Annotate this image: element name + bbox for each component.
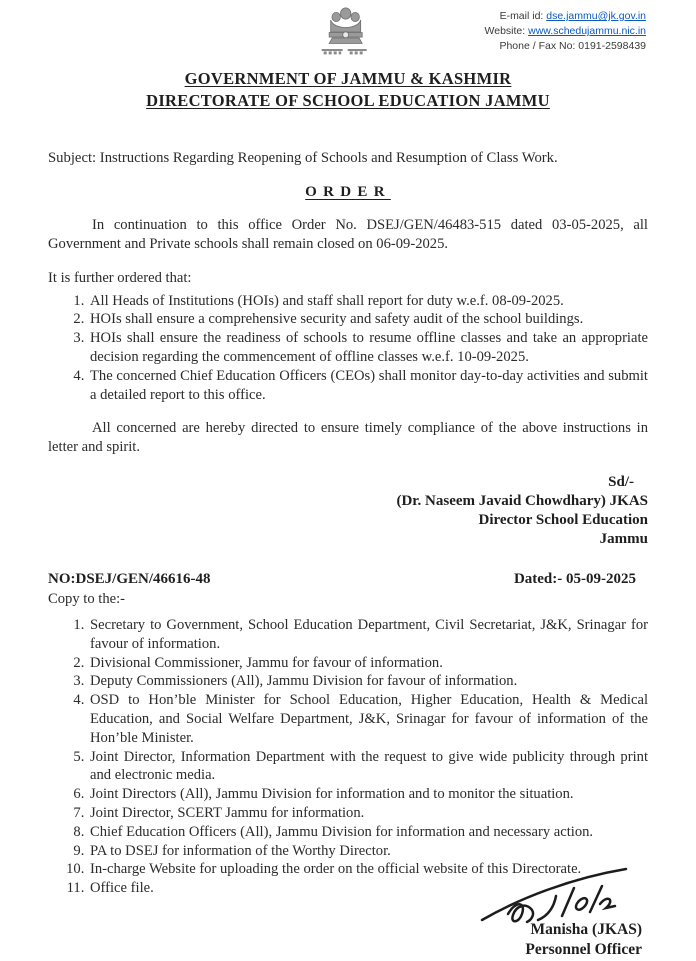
order-item: 4. The concerned Chief Education Officers (CEOs) shall monitor day-to-day activities and submit a detailed report to this office.	[88, 367, 648, 405]
subject-line: Subject: Instructions Regarding Reopening of Schools and Resumption of Class Work.	[48, 150, 558, 166]
org-title-line2: DIRECTORATE OF SCHOOL EDUCATION JAMMU	[146, 91, 550, 110]
copy-item: 3. Deputy Commissioners (All), Jammu Division for favour of information.	[88, 672, 648, 691]
copy-item: 4. OSD to Hon’ble Minister for School Education, Higher Education, Health & Medical Education, and Social Welfare Department, J&K, Srinagar for favour of information of the Hon’ble Minister.	[88, 691, 648, 747]
national-emblem-icon	[317, 5, 375, 64]
handwritten-signature	[48, 866, 648, 924]
copy-to-list	[48, 616, 648, 898]
order-item: 1. All Heads of Institutions (HOIs) and staff shall report for duty w.e.f. 08-09-2025.	[88, 292, 648, 311]
further-ordered-line: It is further ordered that:	[48, 269, 192, 286]
reference-date: Dated:- 05-09-2025	[513, 570, 636, 587]
copy-item: 5. Joint Director, Information Department with the request to give wide publicity through print and electronic media.	[88, 748, 648, 786]
footer-signatory-block	[48, 920, 648, 960]
order-heading: ORDER	[305, 184, 391, 200]
signatory-block	[48, 473, 648, 549]
copy-item: 1. Secretary to Government, School Education Department, Civil Secretariat, J&K, Srinagar for favour of information.	[88, 616, 648, 654]
signatory-name: (Dr. Naseem Javaid Chowdhary) JKAS	[396, 492, 648, 509]
org-title-line1: GOVERNMENT OF JAMMU & KASHMIR	[184, 69, 512, 88]
signatory-place: Jammu	[599, 530, 648, 547]
email-label: E-mail id:	[499, 10, 547, 22]
footer-signatory-name: Manisha (JKAS)	[530, 920, 642, 938]
phone-line: Phone / Fax No: 0191-2598439	[499, 40, 646, 52]
sd-line: Sd/-	[608, 473, 634, 490]
copy-item: 8. Chief Education Officers (All), Jammu Division for information and necessary action.	[88, 823, 648, 842]
copy-item: 11. Office file.	[88, 879, 648, 898]
copy-item: 7. Joint Director, SCERT Jammu for information.	[88, 804, 648, 823]
letterhead	[48, 4, 648, 62]
order-items-list	[48, 292, 648, 405]
opening-paragraph: In continuation to this office Order No. DSEJ/GEN/46483-515 dated 03-05-2025, all Government and Private schools shall remain closed on 06-09-2025.	[48, 217, 648, 252]
copy-to-label: Copy to the:-	[48, 590, 126, 607]
order-item: 2. HOIs shall ensure a comprehensive security and safety audit of the school buildings.	[88, 310, 648, 329]
website-link[interactable]: www.schedujammu.nic.in	[528, 25, 646, 37]
copy-item: 6. Joint Directors (All), Jammu Division for information and to monitor the situation.	[88, 785, 648, 804]
closing-paragraph: All concerned are hereby directed to ensure timely compliance of the above instructions in letter and spirit.	[48, 420, 648, 456]
reference-number: NO:DSEJ/GEN/46616-48	[48, 570, 211, 587]
order-item: 3. HOIs shall ensure the readiness of schools to resume offline classes and take an appropriate decision regarding the commencement of offline classes w.e.f. 10-09-2025.	[88, 329, 648, 367]
email-link[interactable]: dse.jammu@jk.gov.in	[546, 10, 646, 22]
copy-item: 9. PA to DSEJ for information of the Worthy Director.	[88, 842, 648, 861]
copy-item: 2. Divisional Commissioner, Jammu for favour of information.	[88, 654, 648, 673]
reference-row	[48, 571, 648, 588]
org-title	[48, 68, 648, 112]
copy-item: 10. In-charge Website for uploading the order on the official website of this Directorate.	[88, 860, 648, 879]
website-label: Website:	[484, 25, 529, 37]
footer-signatory-designation: Personnel Officer	[525, 940, 642, 958]
signatory-designation: Director School Education	[478, 511, 648, 528]
